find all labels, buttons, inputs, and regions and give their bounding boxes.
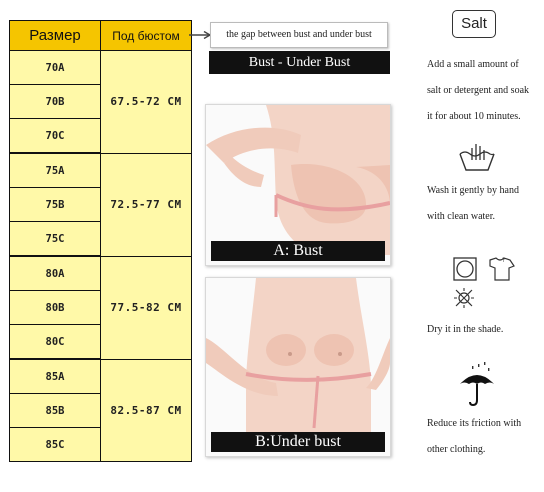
size-cell: 85B [10,394,101,428]
gap-note: the gap between bust and under bust [210,22,388,48]
size-chart-table [9,20,192,462]
care-step-friction [427,411,541,463]
range-cell: 72.5-77 CM [101,153,192,256]
range-cell: 82.5-87 CM [101,359,192,462]
table-row [10,51,192,85]
range-cell: 77.5-82 CM [101,256,192,359]
size-cell: 80A [10,256,101,291]
table-row [10,359,192,394]
size-cell: 75C [10,222,101,257]
photo-a-caption: A: Bust [211,241,385,261]
arrow-icon [189,31,211,39]
underbust-measure-photo [205,277,391,457]
header-underbust: Под бюстом [101,21,192,51]
underbust-illustration [206,278,390,456]
dry-shade-icons [452,254,518,312]
header-size: Размер [10,21,101,51]
table-row [10,256,192,291]
care-line: with clean water. [427,211,496,222]
size-cell: 80B [10,291,101,325]
care-line: Reduce its friction with [427,418,522,429]
care-line: Dry it in the shade. [427,324,504,335]
svg-text:?: ? [502,257,506,264]
care-step-soak [427,52,541,130]
care-line: other clothing. [427,444,486,455]
size-cell: 85C [10,428,101,462]
size-cell: 75B [10,188,101,222]
care-line: Wash it gently by hand [427,185,519,196]
hand-wash-icon [456,142,498,174]
care-line: it for about 10 minutes. [427,111,521,122]
size-cell: 85A [10,359,101,394]
table-row [10,153,192,188]
umbrella-icon [458,362,496,408]
bust-measure-photo [205,104,391,266]
size-cell: 75A [10,153,101,188]
care-step-dry [427,317,541,343]
table-header-row [10,21,192,51]
size-cell: 70A [10,51,101,85]
size-cell: 70C [10,119,101,154]
size-cell: 70B [10,85,101,119]
care-line: salt or detergent and soak [427,85,530,96]
photo-b-caption: B:Under bust [211,432,385,452]
size-cell: 80C [10,325,101,360]
range-cell: 67.5-72 CM [101,51,192,154]
measure-formula: Bust - Under Bust [209,51,390,74]
salt-label: Salt [452,10,496,38]
care-step-wash [427,178,541,230]
care-line: Add a small amount of [427,59,519,70]
